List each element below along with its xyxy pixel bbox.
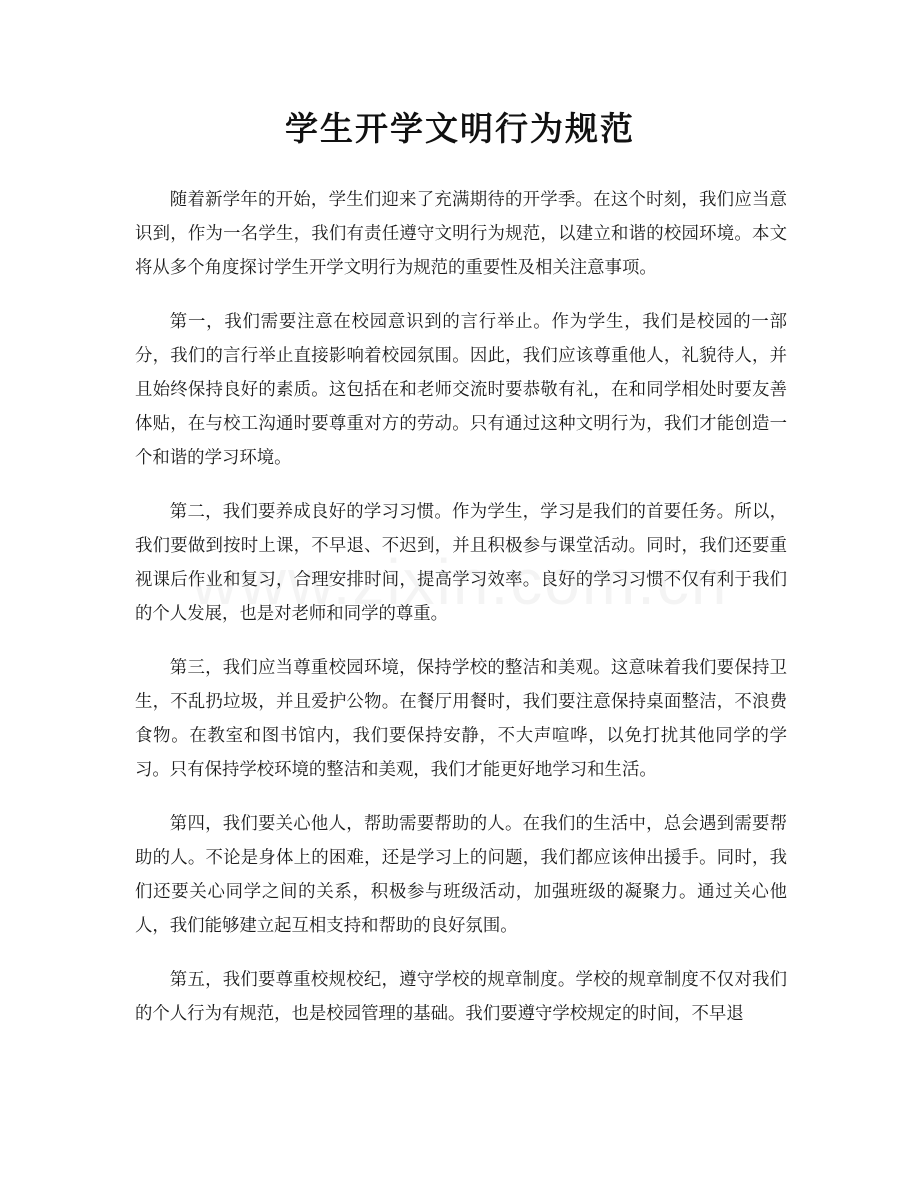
paragraph-intro: 随着新学年的开始，学生们迎来了充满期待的开学季。在这个时刻，我们应当意识到，作为一名学生，我们有责任遵守文明行为规范，以建立和谐的校园环境。本文将从多个角度探讨学生开学文明行为规范的重要性及相关注意事项。 xyxy=(135,190,787,278)
document-title: 学生开学文明行为规范 xyxy=(285,109,635,148)
paragraph-first: 第一，我们需要注意在校园意识到的言行举止。作为学生，我们是校园的一部分，我们的言行举止直接影响着校园氛围。因此，我们应该尊重他人，礼貌待人，并且始终保持良好的素质。这包括在和老师交流时要恭敬有礼，在和同学相处时要友善体贴，在与校工沟通时要尊重对方的劳动。只有通过这种文明行为，我们才能创造一个和谐的学习环境。 xyxy=(135,312,787,468)
paragraph-third: 第三，我们应当尊重校园环境，保持学校的整洁和美观。这意味着我们要保持卫生，不乱扔垃圾，并且爱护公物。在餐厅用餐时，我们要注意保持桌面整洁，不浪费食物。在教室和图书馆内，我们要保持安静，不大声喧哗，以免打扰其他同学的学习。只有保持学校环境的整洁和美观，我们才能更好地学习和生活。 xyxy=(135,658,787,780)
document-body xyxy=(135,183,787,1051)
paragraph-fourth: 第四，我们要关心他人，帮助需要帮助的人。在我们的生活中，总会遇到需要帮助的人。不论是身体上的困难，还是学习上的问题，我们都应该伸出援手。同时，我们还要关心同学之间的关系，积极参与班级活动，加强班级的凝聚力。通过关心他人，我们能够建立起互相支持和帮助的良好氛围。 xyxy=(135,814,787,936)
paragraph-second: 第二，我们要养成良好的学习习惯。作为学生，学习是我们的首要任务。所以，我们要做到按时上课，不早退、不迟到，并且积极参与课堂活动。同时，我们还要重视课后作业和复习，合理安排时间，提高学习效率。良好的学习习惯不仅有利于我们的个人发展，也是对老师和同学的尊重。 xyxy=(135,502,787,624)
paragraph-fifth: 第五，我们要尊重校规校纪，遵守学校的规章制度。学校的规章制度不仅对我们的个人行为有规范，也是校园管理的基础。我们要遵守学校规定的时间，不早退 xyxy=(135,970,787,1024)
